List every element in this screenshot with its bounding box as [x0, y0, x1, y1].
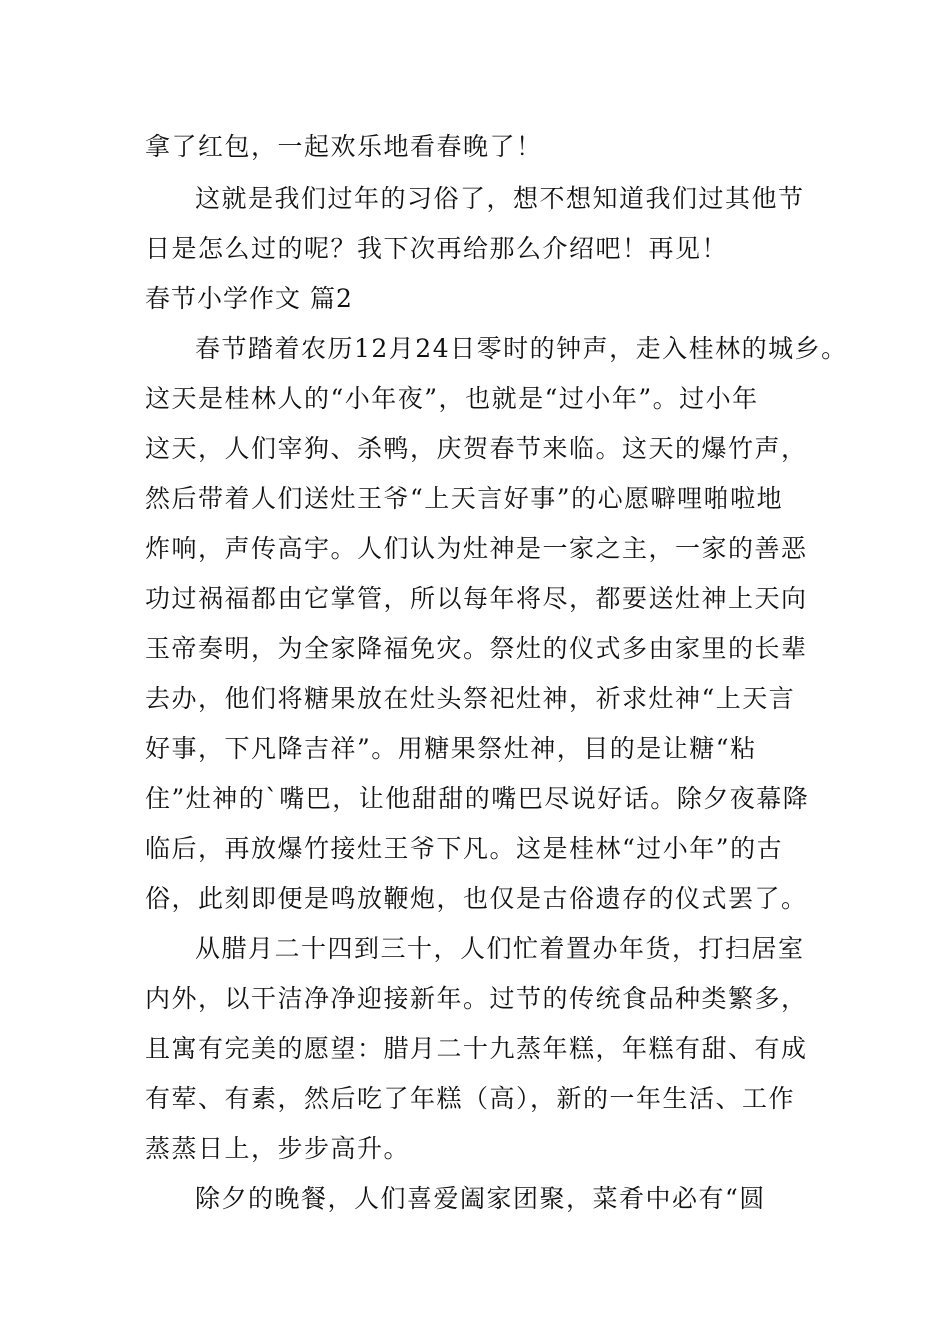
- paragraph-start-line: 春节踏着农历12月24日零时的钟声，走入桂林的城乡。: [195, 334, 848, 363]
- section-heading: 春节小学作文 篇2: [145, 284, 353, 313]
- text-line: 炸响，声传高宇。人们认为灶神是一家之主，一家的善恶: [145, 534, 808, 563]
- text-line: 然后带着人们送灶王爷“上天言好事”的心愿噼哩啪啦地: [145, 484, 784, 513]
- text-line: 这天是桂林人的“小年夜”，也就是“过小年”。过小年: [145, 384, 759, 413]
- text-line: 拿了红包，一起欢乐地看春晚了！: [145, 132, 543, 161]
- text-line: 好事，下凡降吉祥”。用糖果祭灶神，目的是让糖“粘: [145, 734, 757, 763]
- text-line: 内外，以干洁净净迎接新年。过节的传统食品种类繁多，: [145, 984, 808, 1013]
- text-line: 住”灶神的`嘴巴，让他甜甜的嘴巴尽说好话。除夕夜幕降: [145, 784, 810, 813]
- text-line: 这天，人们宰狗、杀鸭，庆贺春节来临。这天的爆竹声，: [145, 434, 808, 463]
- text-line: 日是怎么过的呢？我下次再给那么介绍吧！再见！: [145, 234, 729, 263]
- text-line: 去办，他们将糖果放在灶头祭祀灶神，祈求灶神“上天言: [145, 684, 796, 713]
- text-line: 且寓有完美的愿望：腊月二十九蒸年糕，年糕有甜、有成: [145, 1034, 808, 1063]
- text-line: 有荤、有素，然后吃了年糕（高），新的一年生活、工作: [145, 1084, 796, 1113]
- paragraph-start-line: 除夕的晚餐，人们喜爱阖家团聚，菜肴中必有“圆: [195, 1184, 766, 1213]
- paragraph-start-line: 从腊月二十四到三十，人们忙着置办年货，打扫居室: [195, 934, 805, 963]
- paragraph-start-line: 这就是我们过年的习俗了，想不想知道我们过其他节: [195, 184, 805, 213]
- text-line: 俗，此刻即便是鸣放鞭炮，也仅是古俗遗存的仪式罢了。: [145, 884, 808, 913]
- text-line: 临后，再放爆竹接灶王爷下凡。这是桂林“过小年”的古: [145, 834, 784, 863]
- text-line: 玉帝奏明，为全家降福免灾。祭灶的仪式多由家里的长辈: [145, 634, 808, 663]
- text-line: 功过祸福都由它掌管，所以每年将尽，都要送灶神上天向: [145, 584, 808, 613]
- text-line: 蒸蒸日上，步步高升。: [145, 1134, 411, 1163]
